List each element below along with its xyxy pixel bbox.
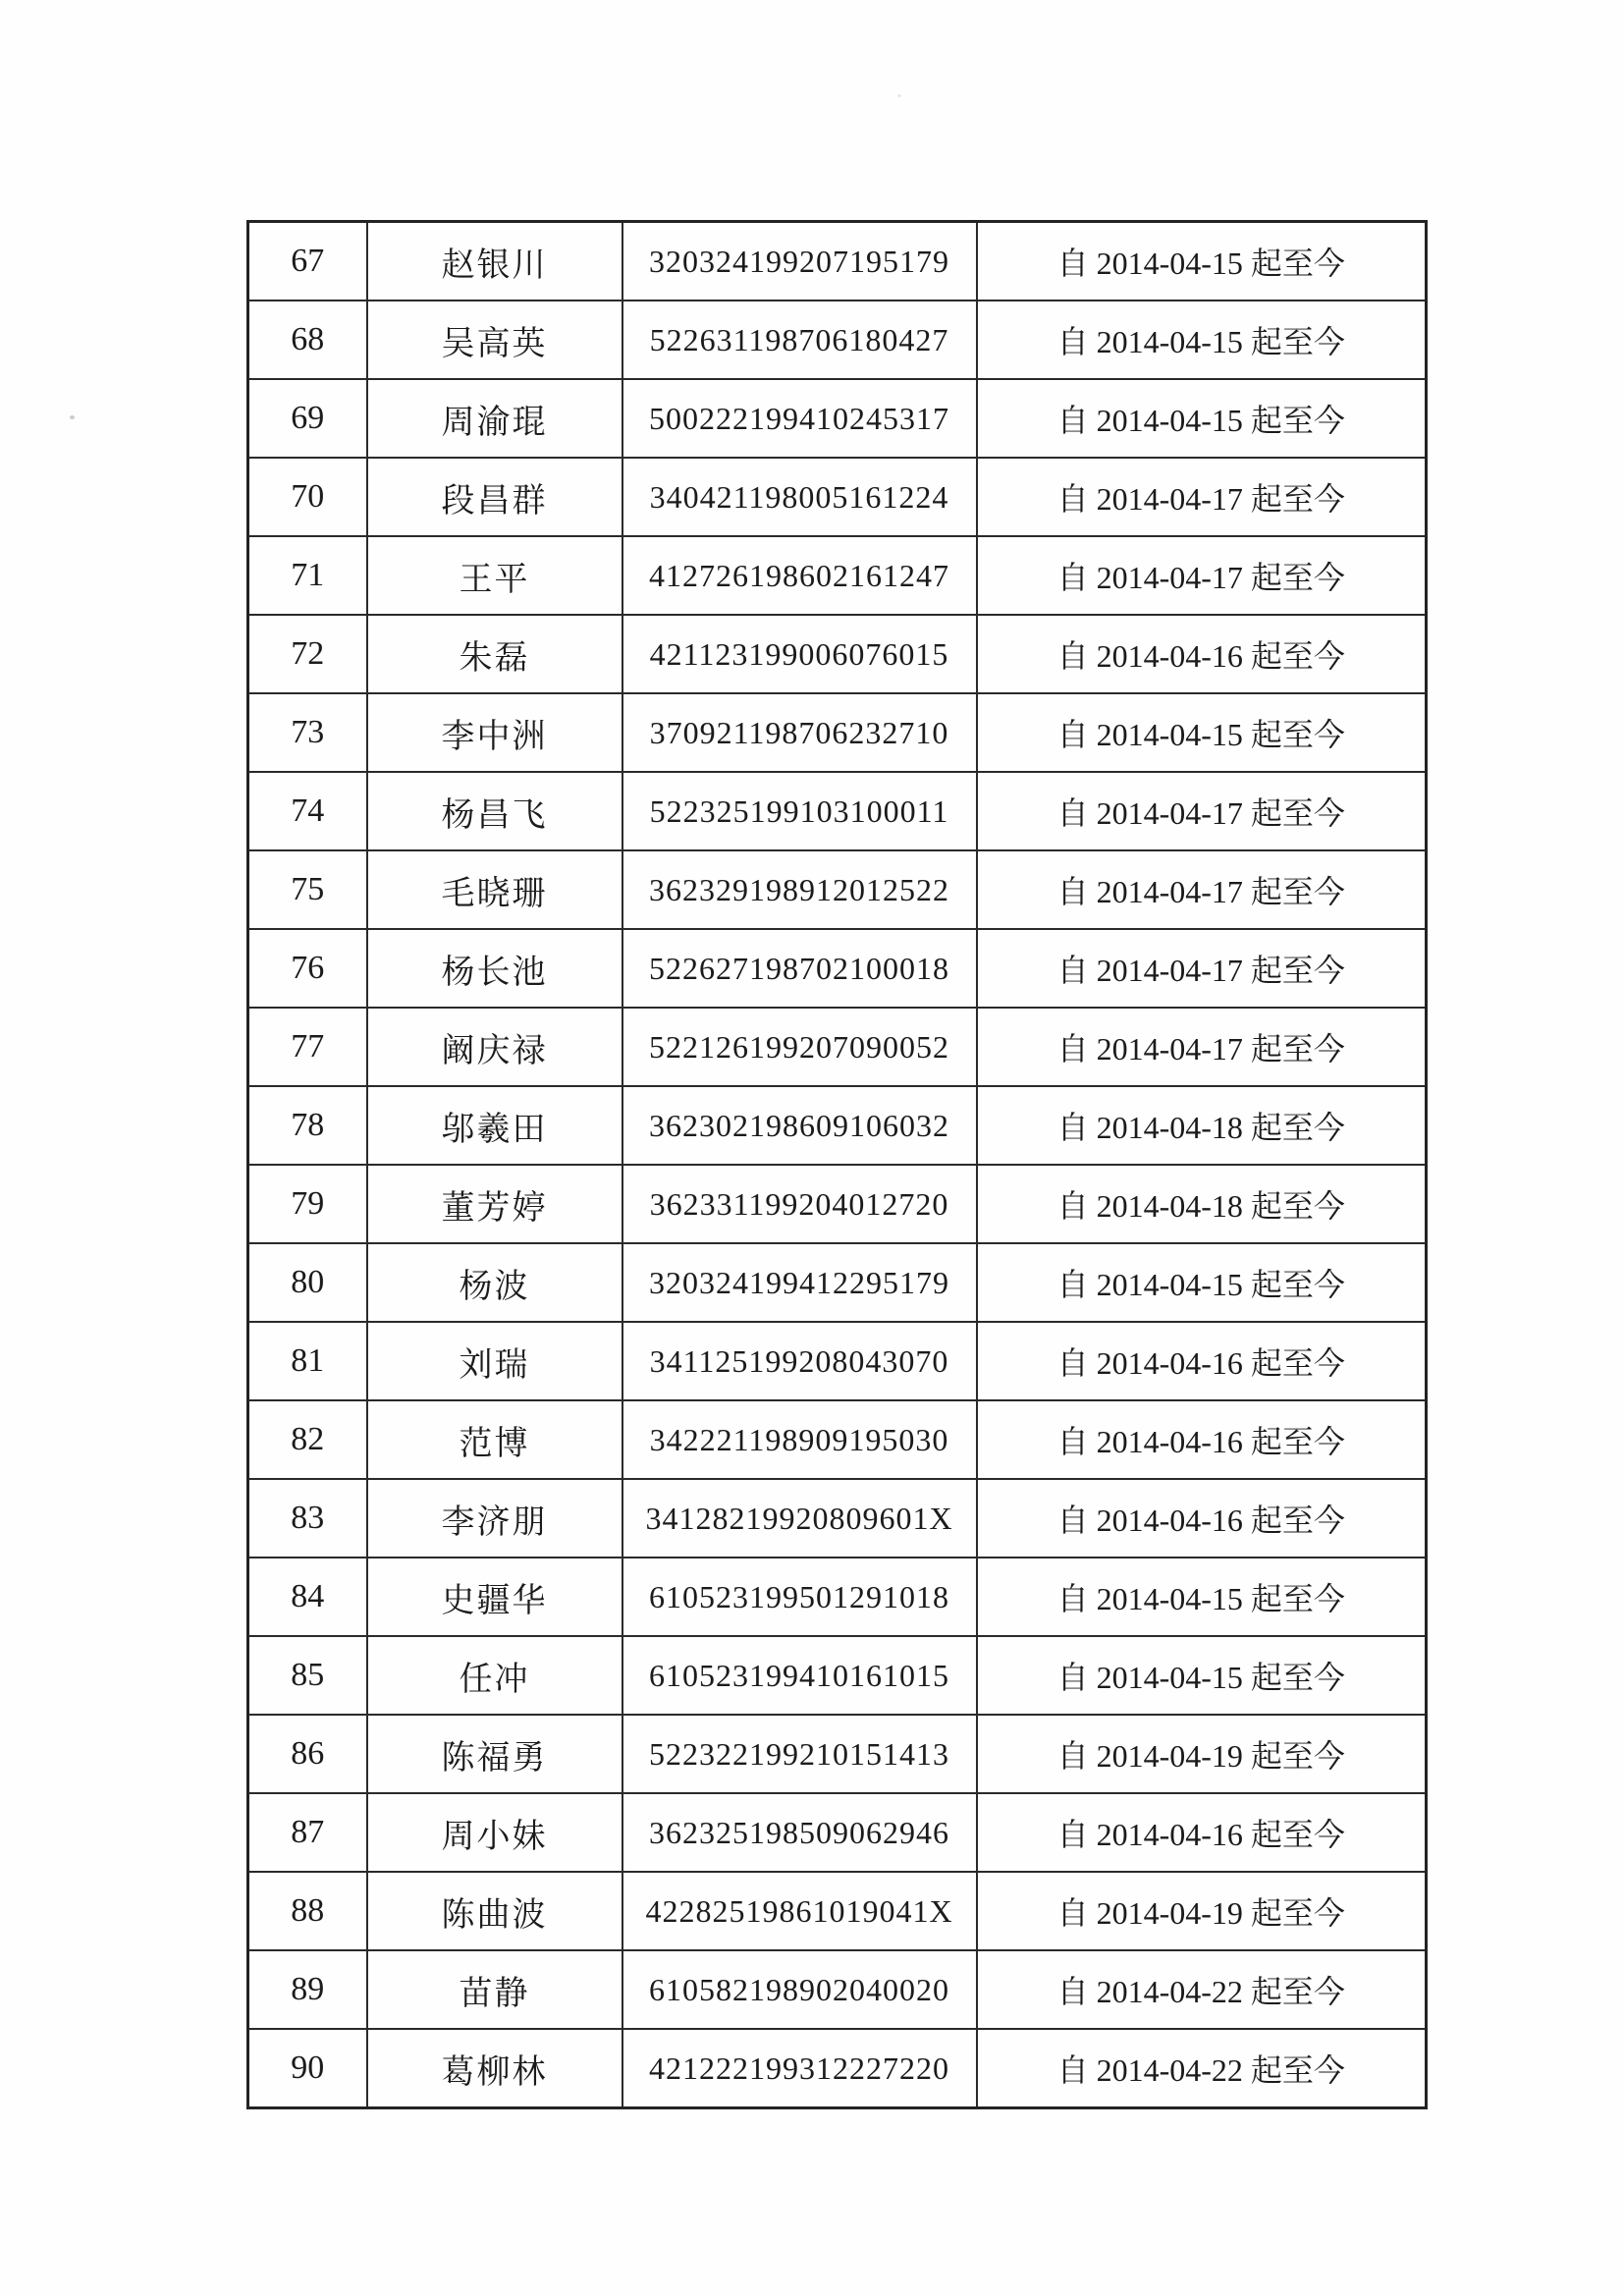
name-cell: 史疆华 bbox=[367, 1558, 622, 1636]
name-cell: 王平 bbox=[367, 536, 622, 615]
name-cell: 杨长池 bbox=[367, 929, 622, 1008]
row-number-cell: 83 bbox=[248, 1479, 367, 1558]
name-cell: 周渝琨 bbox=[367, 379, 622, 458]
period-cell: 自 2014-04-15 起至今 bbox=[977, 379, 1427, 458]
name-cell: 吴高英 bbox=[367, 301, 622, 379]
id-number-cell: 362331199204012720 bbox=[622, 1165, 977, 1243]
name-cell: 朱磊 bbox=[367, 615, 622, 693]
id-number-cell: 362302198609106032 bbox=[622, 1086, 977, 1165]
table-row bbox=[248, 929, 1427, 1008]
row-number-cell: 82 bbox=[248, 1400, 367, 1479]
table-row bbox=[248, 1008, 1427, 1086]
period-cell: 自 2014-04-17 起至今 bbox=[977, 536, 1427, 615]
table-row bbox=[248, 458, 1427, 536]
period-cell: 自 2014-04-16 起至今 bbox=[977, 1479, 1427, 1558]
row-number-cell: 75 bbox=[248, 850, 367, 929]
table-row bbox=[248, 1479, 1427, 1558]
table-row bbox=[248, 1950, 1427, 2029]
period-cell: 自 2014-04-19 起至今 bbox=[977, 1872, 1427, 1950]
id-number-cell: 42282519861019041X bbox=[622, 1872, 977, 1950]
row-number-cell: 71 bbox=[248, 536, 367, 615]
table-row bbox=[248, 536, 1427, 615]
period-cell: 自 2014-04-17 起至今 bbox=[977, 772, 1427, 850]
table-row bbox=[248, 379, 1427, 458]
id-number-cell: 320324199412295179 bbox=[622, 1243, 977, 1322]
id-number-cell: 522325199103100011 bbox=[622, 772, 977, 850]
period-cell: 自 2014-04-17 起至今 bbox=[977, 850, 1427, 929]
name-cell: 刘瑞 bbox=[367, 1322, 622, 1400]
table-row bbox=[248, 1793, 1427, 1872]
id-number-cell: 342221198909195030 bbox=[622, 1400, 977, 1479]
row-number-cell: 86 bbox=[248, 1715, 367, 1793]
period-cell: 自 2014-04-15 起至今 bbox=[977, 222, 1427, 301]
table-row bbox=[248, 1243, 1427, 1322]
row-number-cell: 81 bbox=[248, 1322, 367, 1400]
period-cell: 自 2014-04-15 起至今 bbox=[977, 693, 1427, 772]
table-row bbox=[248, 1558, 1427, 1636]
name-cell: 任冲 bbox=[367, 1636, 622, 1715]
row-number-cell: 70 bbox=[248, 458, 367, 536]
name-cell: 段昌群 bbox=[367, 458, 622, 536]
table-row bbox=[248, 615, 1427, 693]
row-number-cell: 67 bbox=[248, 222, 367, 301]
scan-speck bbox=[897, 94, 901, 97]
row-number-cell: 85 bbox=[248, 1636, 367, 1715]
table-row bbox=[248, 222, 1427, 301]
name-cell: 李济朋 bbox=[367, 1479, 622, 1558]
name-cell: 杨波 bbox=[367, 1243, 622, 1322]
id-number-cell: 522126199207090052 bbox=[622, 1008, 977, 1086]
id-number-cell: 610523199501291018 bbox=[622, 1558, 977, 1636]
row-number-cell: 77 bbox=[248, 1008, 367, 1086]
name-cell: 陈福勇 bbox=[367, 1715, 622, 1793]
period-cell: 自 2014-04-15 起至今 bbox=[977, 1636, 1427, 1715]
name-cell: 陈曲波 bbox=[367, 1872, 622, 1950]
period-cell: 自 2014-04-15 起至今 bbox=[977, 1558, 1427, 1636]
table-row bbox=[248, 772, 1427, 850]
period-cell: 自 2014-04-17 起至今 bbox=[977, 1008, 1427, 1086]
table-row bbox=[248, 1872, 1427, 1950]
period-cell: 自 2014-04-16 起至今 bbox=[977, 1400, 1427, 1479]
period-cell: 自 2014-04-22 起至今 bbox=[977, 2029, 1427, 2108]
name-cell: 杨昌飞 bbox=[367, 772, 622, 850]
row-number-cell: 73 bbox=[248, 693, 367, 772]
name-cell: 范博 bbox=[367, 1400, 622, 1479]
row-number-cell: 87 bbox=[248, 1793, 367, 1872]
period-cell: 自 2014-04-18 起至今 bbox=[977, 1086, 1427, 1165]
id-number-cell: 522627198702100018 bbox=[622, 929, 977, 1008]
id-number-cell: 610582198902040020 bbox=[622, 1950, 977, 2029]
row-number-cell: 69 bbox=[248, 379, 367, 458]
table-row bbox=[248, 1636, 1427, 1715]
table-row bbox=[248, 1715, 1427, 1793]
id-number-cell: 610523199410161015 bbox=[622, 1636, 977, 1715]
period-cell: 自 2014-04-15 起至今 bbox=[977, 301, 1427, 379]
id-number-cell: 412726198602161247 bbox=[622, 536, 977, 615]
id-number-cell: 421222199312227220 bbox=[622, 2029, 977, 2108]
period-cell: 自 2014-04-19 起至今 bbox=[977, 1715, 1427, 1793]
name-cell: 周小妹 bbox=[367, 1793, 622, 1872]
roster-table-body bbox=[248, 222, 1427, 2108]
name-cell: 毛晓珊 bbox=[367, 850, 622, 929]
table-row bbox=[248, 850, 1427, 929]
name-cell: 苗静 bbox=[367, 1950, 622, 2029]
name-cell: 董芳婷 bbox=[367, 1165, 622, 1243]
id-number-cell: 341125199208043070 bbox=[622, 1322, 977, 1400]
period-cell: 自 2014-04-17 起至今 bbox=[977, 929, 1427, 1008]
period-cell: 自 2014-04-16 起至今 bbox=[977, 1793, 1427, 1872]
id-number-cell: 370921198706232710 bbox=[622, 693, 977, 772]
row-number-cell: 72 bbox=[248, 615, 367, 693]
period-cell: 自 2014-04-18 起至今 bbox=[977, 1165, 1427, 1243]
period-cell: 自 2014-04-22 起至今 bbox=[977, 1950, 1427, 2029]
id-number-cell: 522631198706180427 bbox=[622, 301, 977, 379]
name-cell: 葛柳林 bbox=[367, 2029, 622, 2108]
id-number-cell: 500222199410245317 bbox=[622, 379, 977, 458]
row-number-cell: 80 bbox=[248, 1243, 367, 1322]
row-number-cell: 89 bbox=[248, 1950, 367, 2029]
row-number-cell: 68 bbox=[248, 301, 367, 379]
table-row bbox=[248, 1165, 1427, 1243]
name-cell: 邬羲田 bbox=[367, 1086, 622, 1165]
period-cell: 自 2014-04-16 起至今 bbox=[977, 615, 1427, 693]
id-number-cell: 320324199207195179 bbox=[622, 222, 977, 301]
roster-table bbox=[246, 220, 1428, 2109]
id-number-cell: 522322199210151413 bbox=[622, 1715, 977, 1793]
id-number-cell: 34128219920809601X bbox=[622, 1479, 977, 1558]
table-row bbox=[248, 301, 1427, 379]
period-cell: 自 2014-04-17 起至今 bbox=[977, 458, 1427, 536]
row-number-cell: 79 bbox=[248, 1165, 367, 1243]
table-row bbox=[248, 693, 1427, 772]
name-cell: 李中洲 bbox=[367, 693, 622, 772]
table-row bbox=[248, 2029, 1427, 2108]
row-number-cell: 76 bbox=[248, 929, 367, 1008]
id-number-cell: 362325198509062946 bbox=[622, 1793, 977, 1872]
table-row bbox=[248, 1086, 1427, 1165]
period-cell: 自 2014-04-16 起至今 bbox=[977, 1322, 1427, 1400]
period-cell: 自 2014-04-15 起至今 bbox=[977, 1243, 1427, 1322]
id-number-cell: 362329198912012522 bbox=[622, 850, 977, 929]
table-row bbox=[248, 1322, 1427, 1400]
row-number-cell: 78 bbox=[248, 1086, 367, 1165]
table-row bbox=[248, 1400, 1427, 1479]
row-number-cell: 88 bbox=[248, 1872, 367, 1950]
row-number-cell: 84 bbox=[248, 1558, 367, 1636]
name-cell: 阚庆禄 bbox=[367, 1008, 622, 1086]
row-number-cell: 90 bbox=[248, 2029, 367, 2108]
name-cell: 赵银川 bbox=[367, 222, 622, 301]
scan-speck bbox=[70, 415, 75, 419]
row-number-cell: 74 bbox=[248, 772, 367, 850]
id-number-cell: 421123199006076015 bbox=[622, 615, 977, 693]
id-number-cell: 340421198005161224 bbox=[622, 458, 977, 536]
